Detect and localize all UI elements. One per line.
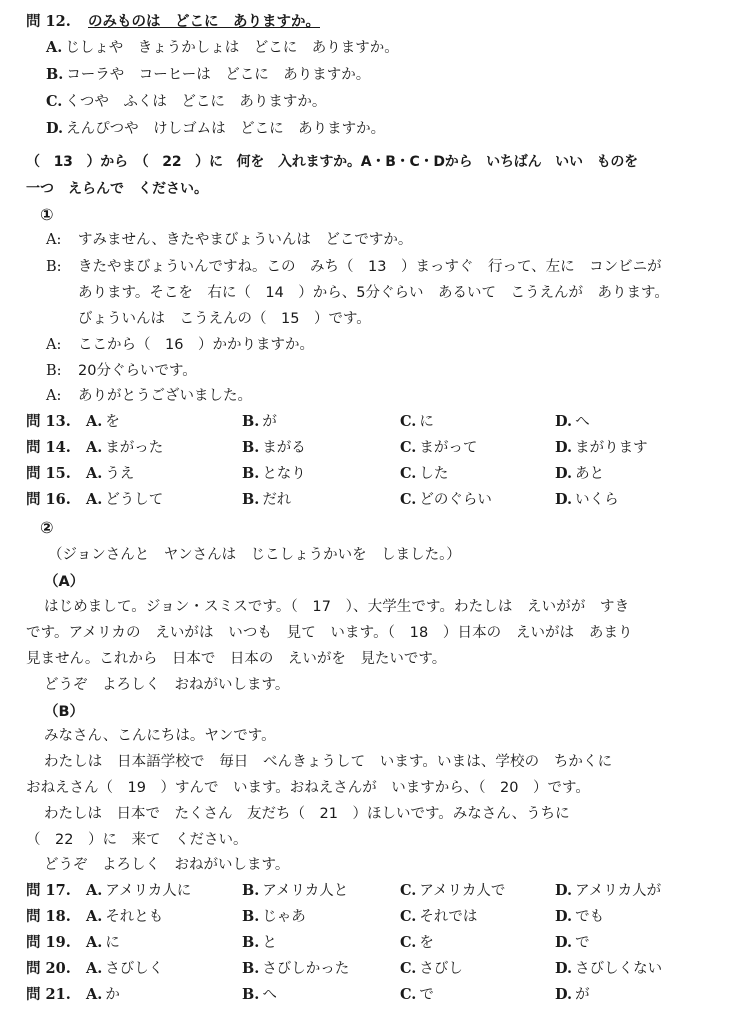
paragraph-line: （ 22 ）に 来て ください。 xyxy=(26,832,248,848)
question-number: 問 21. xyxy=(26,986,71,1003)
question-number: 問 16. xyxy=(26,491,71,508)
option-text: と xyxy=(262,935,277,951)
circled-one-icon: ① xyxy=(40,205,54,224)
option-text: アメリカ人と xyxy=(262,883,349,899)
option-text: どのぐらい xyxy=(419,492,492,508)
utterance: びょういんは こうえんの（ 15 ）です。 xyxy=(78,311,371,327)
option-letter: B. xyxy=(242,465,260,482)
option-text: それでは xyxy=(419,909,478,925)
option-letter: C. xyxy=(400,882,417,899)
speaker-label: A: xyxy=(46,388,62,404)
option-letter: A. xyxy=(86,465,103,482)
option-letter: C. xyxy=(400,491,417,508)
option-letter: A. xyxy=(86,986,103,1003)
question-number: 問 19. xyxy=(26,934,71,951)
option-letter: A. xyxy=(86,908,103,925)
option-letter: A. xyxy=(86,934,103,951)
option-text: じゃあ xyxy=(262,909,306,925)
option-letter: B. xyxy=(242,882,260,899)
option-letter: A. xyxy=(46,39,63,56)
option-text: を xyxy=(419,935,434,951)
option-text: まがった xyxy=(105,440,164,456)
option-text: となり xyxy=(262,466,306,482)
option-letter: A. xyxy=(86,413,103,430)
option-text: が xyxy=(262,414,277,430)
option-letter: C. xyxy=(400,439,417,456)
speaker-label: A: xyxy=(46,232,62,248)
option-letter: C. xyxy=(46,93,63,110)
paragraph-line: です。アメリカの えいがは いつも 見て います。（ 18 ）日本の えいがは あまり xyxy=(26,625,633,641)
utterance: ありがとうございました。 xyxy=(78,388,252,404)
utterance: ここから（ 16 ）かかりますか。 xyxy=(78,337,314,353)
paragraph-line: どうぞ よろしく おねがいします。 xyxy=(44,677,290,693)
option-letter: D. xyxy=(46,120,64,137)
option-text: アメリカ人で xyxy=(419,883,506,899)
option-text: あと xyxy=(575,466,605,482)
option-text: した xyxy=(419,466,449,482)
option-letter: D. xyxy=(555,491,573,508)
circled-two-icon: ② xyxy=(40,518,54,537)
question-number: 問 18. xyxy=(26,908,71,925)
utterance: 20分ぐらいです。 xyxy=(78,363,197,379)
option-text: アメリカ人が xyxy=(575,883,662,899)
utterance: すみません、きたやまびょういんは どこですか。 xyxy=(78,232,413,248)
option-text: まがって xyxy=(419,440,478,456)
paragraph-line: はじめまして。ジョン・スミスです。（ 17 ）、大学生です。わたしは えいがが すき xyxy=(44,599,630,615)
speaker-label: B: xyxy=(46,259,62,275)
option-letter: B. xyxy=(242,413,260,430)
option-letter: C. xyxy=(400,960,417,977)
option-text: さびしくない xyxy=(575,961,663,977)
option-text: だれ xyxy=(262,492,292,508)
part-b-label: （B） xyxy=(44,704,85,720)
option-letter: C. xyxy=(400,908,417,925)
option-letter: B. xyxy=(242,986,260,1003)
option-text: に xyxy=(105,935,120,951)
option-letter: D. xyxy=(555,439,573,456)
question-text: のみものは どこに ありますか。 xyxy=(88,14,320,30)
utterance: あります。そこを 右に（ 14 ）から、5分ぐらい あるいて こうえんが あります。 xyxy=(78,285,669,301)
question-number: 問 12. xyxy=(26,13,71,30)
option-letter: A. xyxy=(86,960,103,977)
option-letter: A. xyxy=(86,491,103,508)
option-text: か xyxy=(105,987,120,1003)
option-text: じしょや きょうかしょは どこに ありますか。 xyxy=(65,40,399,56)
option-letter: B. xyxy=(242,934,260,951)
option-text: さびし xyxy=(419,961,463,977)
question-number: 問 20. xyxy=(26,960,71,977)
option-text: くつや ふくは どこに ありますか。 xyxy=(65,94,327,110)
option-letter: B. xyxy=(242,960,260,977)
option-text: さびしかった xyxy=(262,961,350,977)
paragraph-line: わたしは 日本語学校で 毎日 べんきょうして います。いまは、学校の ちかくに xyxy=(44,754,613,770)
speaker-label: A: xyxy=(46,337,62,353)
option-letter: A. xyxy=(86,439,103,456)
question-number: 問 15. xyxy=(26,465,71,482)
option-text: えんぴつや けしゴムは どこに ありますか。 xyxy=(66,121,386,137)
option-letter: D. xyxy=(555,465,573,482)
utterance: きたやまびょういんですね。この みち（ 13 ）まっすぐ 行って、左に コンビニが xyxy=(78,259,662,275)
option-text: へ xyxy=(575,414,590,430)
paragraph-line: 見ません。これから 日本で 日本の えいがを 見たいです。 xyxy=(26,651,447,667)
option-text: いくら xyxy=(575,492,619,508)
option-letter: D. xyxy=(555,413,573,430)
question-number: 問 14. xyxy=(26,439,71,456)
option-text: でも xyxy=(575,909,605,925)
option-text: が xyxy=(575,987,590,1003)
option-text: で xyxy=(575,935,590,951)
option-letter: B. xyxy=(46,66,64,83)
question-number: 問 13. xyxy=(26,413,71,430)
option-letter: B. xyxy=(242,439,260,456)
paragraph-line: どうぞ よろしく おねがいします。 xyxy=(44,857,290,873)
option-text: どうして xyxy=(105,492,164,508)
paragraph-line: おねえさん（ 19 ）すんで います。おねえさんが いますから、（ 20 ）です。 xyxy=(26,780,590,796)
option-letter: D. xyxy=(555,882,573,899)
option-text: コーラや コーヒーは どこに ありますか。 xyxy=(66,67,371,83)
instructions-line-2: 一つ えらんで ください。 xyxy=(26,181,208,197)
option-letter: D. xyxy=(555,986,573,1003)
option-text: それとも xyxy=(105,909,164,925)
option-letter: D. xyxy=(555,934,573,951)
option-text: に xyxy=(419,414,434,430)
option-text: まがります xyxy=(575,440,648,456)
option-text: へ xyxy=(262,987,277,1003)
option-letter: C. xyxy=(400,413,417,430)
instructions-line-1: （ 13 ）から （ 22 ）に 何を 入れますか。A・B・C・Dから いちばん いい ものを xyxy=(26,154,638,170)
option-text: アメリカ人に xyxy=(105,883,192,899)
option-letter: C. xyxy=(400,465,417,482)
option-letter: C. xyxy=(400,934,417,951)
option-text: を xyxy=(105,414,120,430)
part-a-label: （A） xyxy=(44,574,85,590)
question-number: 問 17. xyxy=(26,882,71,899)
option-text: で xyxy=(419,987,434,1003)
paragraph-line: みなさん、こんにちは。ヤンです。 xyxy=(44,728,276,744)
speaker-label: B: xyxy=(46,363,62,379)
section-2-intro: （ジョンさんと ヤンさんは じこしょうかいを しました。） xyxy=(48,547,461,563)
option-text: さびしく xyxy=(105,961,164,977)
option-letter: A. xyxy=(86,882,103,899)
option-letter: D. xyxy=(555,960,573,977)
option-letter: B. xyxy=(242,491,260,508)
option-letter: D. xyxy=(555,908,573,925)
paragraph-line: わたしは 日本で たくさん 友だち（ 21 ）ほしいです。みなさん、うちに xyxy=(44,806,570,822)
option-letter: C. xyxy=(400,986,417,1003)
option-letter: B. xyxy=(242,908,260,925)
option-text: まがる xyxy=(262,440,306,456)
option-text: うえ xyxy=(105,466,135,482)
